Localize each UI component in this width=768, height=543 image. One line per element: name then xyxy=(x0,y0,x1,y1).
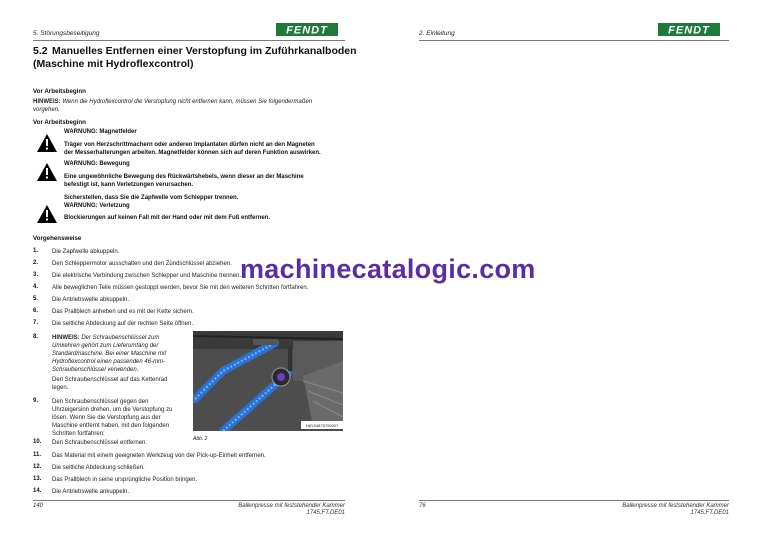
warning-body: Eine ungewöhnliche Bewegung des Rückwärtshebels, wenn dieser an der Maschine befestigt ist, kann Verletzungen verursachen. xyxy=(64,174,304,188)
step-number: 14. xyxy=(33,488,42,494)
step-text: Die seitliche Abdeckung auf der rechten Seite öffnen. xyxy=(52,321,193,327)
warning-body: Blockierungen auf keinen Fall mit der Hand oder mit dem Fuß entfernen. xyxy=(64,215,271,221)
step-number: 8. xyxy=(33,334,39,340)
figure-caption: Abb. 2 xyxy=(193,436,208,442)
step-number: 9. xyxy=(33,398,39,404)
step-number: 7. xyxy=(33,320,39,326)
step-number: 2. xyxy=(33,260,39,266)
step-number: 6. xyxy=(33,308,39,314)
page-number: 76 xyxy=(419,503,426,509)
warning-title: WARNUNG: Bewegung xyxy=(64,161,130,167)
step-text: Das Prallblech anheben und es mit der Kette sichern. xyxy=(52,309,194,315)
step-number: 1. xyxy=(33,248,39,254)
page-number: 140 xyxy=(33,503,44,509)
step-text: Die elektrische Verbindung zwischen Schlepper und Maschine trennen. xyxy=(52,273,242,279)
step-number: 3. xyxy=(33,272,39,278)
step-text: Alle beweglichen Teile müssen gestoppt werden, bevor Sie mit den weiteren Schritten fortfahren. xyxy=(52,285,309,291)
fendt-logo xyxy=(658,23,720,36)
step-number: 4. xyxy=(33,284,39,290)
svg-text:FENDT: FENDT xyxy=(668,24,710,36)
step-number: 10. xyxy=(33,439,42,445)
step-text: Das Material mit einem geeigneten Werkzeug von der Pick-up-Einheit entfernen. xyxy=(52,453,266,459)
step-text: Die Antriebswelle ankuppeln. xyxy=(52,489,130,495)
subheading-vor-arbeitsbeginn-2: Vor Arbeitsbeginn xyxy=(33,119,86,126)
svg-text:FENDT: FENDT xyxy=(286,24,328,36)
step-8-text: Den Schraubenschlüssel auf das Kettenrad legen. xyxy=(52,377,168,391)
step-9-text: Den Schraubenschlüssel gegen den Uhrzeigersinn drehen, um die Verstopfung zu lösen. Wenn Sie die Verstopfung aus der Maschine entfernt haben, mit den folgenden Schritten fortfahren: xyxy=(52,399,173,437)
warning-title: WARNUNG: Magnetfelder xyxy=(64,129,137,135)
warning-instruction: Sicherstellen, dass Sie die Zapfwelle vom Schlepper trennen. xyxy=(64,195,239,201)
footer-title: Ballenpresse mit feststehender Kammer 1745.FT.DE01 xyxy=(622,503,729,516)
step-text: Die Antriebswelle abkuppeln. xyxy=(52,297,130,303)
warning-triangle-icon xyxy=(37,205,57,223)
step-text: Die Zapfwelle abkuppeln. xyxy=(52,249,120,255)
warning-body: Träger von Herzschrittmachern oder anderen Implantaten dürfen nicht an den Magneten der Messerhalterungen arbeiten. Magnetfelder können sich auf deren Funktion auswirken. xyxy=(64,142,321,156)
step-number: 5. xyxy=(33,296,39,302)
hinweis-note: HINWEIS: Wenn die Hydroflexcontrol die Verstopfung nicht entfernen kann, müssen Sie folgendermaßen vorgehen. xyxy=(33,99,313,113)
header-rule xyxy=(33,40,345,41)
footer-rule xyxy=(33,500,345,501)
footer-rule xyxy=(419,500,729,501)
header-section-title: 2. Einleitung xyxy=(419,30,455,37)
step-text: Das Prallblech in seine ursprüngliche Position bringen. xyxy=(52,477,198,483)
fendt-logo xyxy=(276,23,338,36)
svg-text:HAY04875700907: HAY04875700907 xyxy=(305,423,339,428)
section-title: 5.2 Manuelles Entfernen einer Verstopfung im Zuführkanalboden (Maschine mit Hydroflexcontrol) xyxy=(33,45,357,70)
step-number: 11. xyxy=(33,452,42,458)
watermark: machinecatalogic.com xyxy=(240,254,536,284)
step-number: 13. xyxy=(33,476,42,482)
warning-triangle-icon xyxy=(37,134,57,152)
warning-title: WARNUNG: Verletzung xyxy=(64,203,130,209)
footer-title: Ballenpresse mit feststehender Kammer 1745.FT.DE01 xyxy=(238,503,345,516)
subheading-vor-arbeitsbeginn: Vor Arbeitsbeginn xyxy=(33,88,86,95)
warning-triangle-icon xyxy=(37,163,57,181)
step-text: Den Schleppermotor ausschalten und den Zündschlüssel abziehen. xyxy=(52,261,232,267)
step-8-note: HINWEIS: Der Schraubenschlüssel zum Umkehren gehört zum Lieferumfang der Standardmaschine. Bei einer Maschine mit Hydroflexcontrol einen passenden 46-mm- Schraubenschlüssel verwenden. xyxy=(52,335,167,373)
header-section-title: 5. Störungsbeseitigung xyxy=(33,30,100,37)
header-rule xyxy=(419,40,729,41)
subheading-vorgehensweise: Vorgehensweise xyxy=(33,235,82,242)
step-number: 12. xyxy=(33,464,42,470)
step-text: Den Schraubenschlüssel entfernen. xyxy=(52,440,148,446)
step-text: Die seitliche Abdeckung schließen. xyxy=(52,465,145,471)
machine-photo xyxy=(193,331,343,431)
